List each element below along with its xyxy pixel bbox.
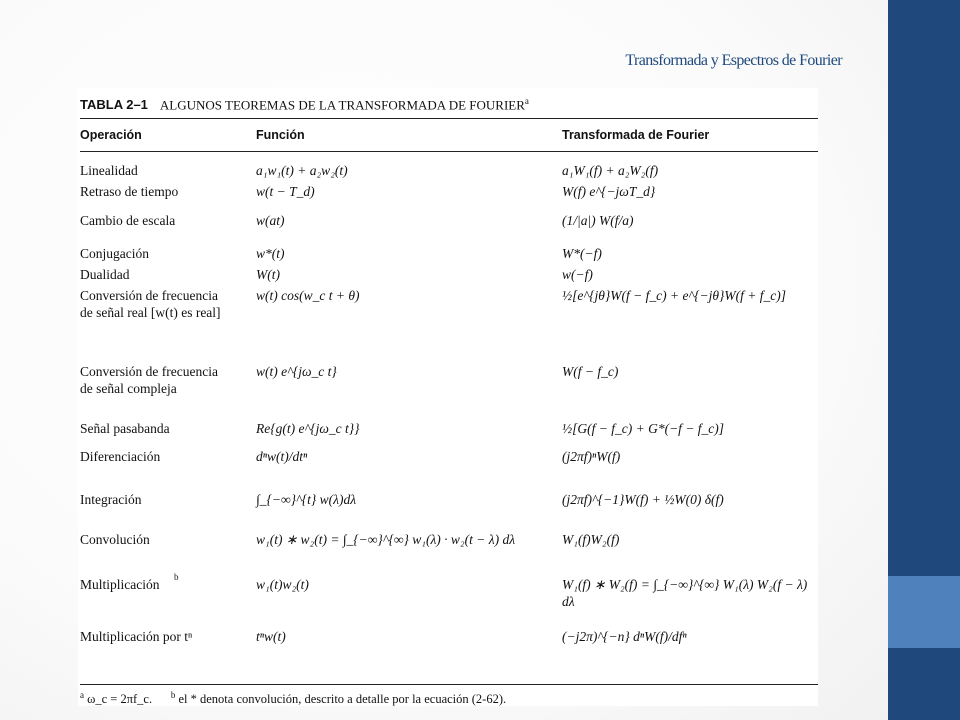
- table-footnotes: $^a$ ω_c = 2πf_c. $^b$ el * denota convolución, descrito a detalle por la ecuación (2-62).: [80, 690, 507, 707]
- footnote-a: ω_c = 2πf_c.: [87, 692, 153, 707]
- row-operation: Multiplicación por tⁿ: [80, 629, 193, 644]
- row-transform: ½[e^{jθ}W(f − f_c) + e^{−jθ}W(f + f_c)]: [562, 288, 787, 303]
- row-transform: (−j2π)^{−n} dⁿW(f)/dfⁿ: [562, 629, 687, 644]
- row-function: a₁w₁(t) + a₂w₂(t): [256, 163, 348, 178]
- header-transformada: Transformada de Fourier: [562, 128, 710, 142]
- row-operation: Multiplicación: [80, 577, 160, 592]
- table-caption-text: ALGUNOS TEOREMAS DE LA TRANSFORMADA DE FOURIER: [159, 97, 525, 113]
- row-operation: Conversión de frecuencia de señal real [w(t) es real]: [80, 288, 221, 320]
- row-function: w(t) cos(w_c t + θ): [256, 288, 360, 303]
- row-transform: ½[G(f − f_c) + G*(−f − f_c)]: [562, 421, 725, 436]
- table-number: TABLA 2–1: [80, 97, 148, 113]
- header-funcion: Función: [256, 128, 305, 142]
- row-transform: a₁W₁(f) + a₂W₂(f): [562, 163, 659, 178]
- row-function: w(t − T_d): [256, 184, 315, 199]
- row-operation: Convolución: [80, 532, 150, 547]
- row-operation: Retraso de tiempo: [80, 184, 179, 199]
- row-operation: Cambio de escala: [80, 213, 176, 228]
- row-transform: (j2πf)^{−1}W(f) + ½W(0) δ(f): [562, 492, 724, 507]
- row-function: w₁(t)w₂(t): [256, 577, 309, 592]
- bottom-rule: [80, 684, 818, 685]
- row-operation: Conjugación: [80, 246, 149, 261]
- top-rule: [80, 118, 818, 119]
- row-function: w(at): [256, 213, 285, 228]
- row-operation-note: b: [174, 572, 179, 582]
- row-transform: (j2πf)ⁿW(f): [562, 449, 621, 464]
- row-function: Re{g(t) e^{jω_c t}}: [256, 421, 360, 436]
- header-operacion: Operación: [80, 128, 142, 142]
- row-function: dⁿw(t)/dtⁿ: [256, 449, 308, 464]
- side-bar-accent: [888, 576, 960, 648]
- row-transform: W*(−f): [562, 246, 602, 261]
- row-operation: Integración: [80, 492, 142, 507]
- row-operation: Señal pasabanda: [80, 421, 170, 436]
- row-transform: W₁(f)W₂(f): [562, 532, 620, 547]
- row-operation: Linealidad: [80, 163, 138, 178]
- table-caption: [80, 96, 529, 113]
- row-function: w(t) e^{jω_c t}: [256, 364, 337, 379]
- footnote-b: el * denota convolución, descrito a detalle por la ecuación (2-62).: [178, 692, 507, 707]
- row-function: W(t): [256, 267, 280, 282]
- slide-title: Transformada y Espectros de Fourier: [625, 52, 842, 69]
- row-transform: (1/|a|) W(f/a): [562, 213, 634, 228]
- row-operation: Dualidad: [80, 267, 130, 282]
- header-rule: [80, 151, 818, 152]
- row-function: w*(t): [256, 246, 285, 261]
- row-transform: w(−f): [562, 267, 593, 282]
- row-function: tⁿw(t): [256, 629, 286, 644]
- row-transform: W₁(f) ∗ W₂(f) = ∫_{−∞}^{∞} W₁(λ) W₂(f − λ) dλ: [562, 577, 808, 609]
- row-transform: W(f − f_c): [562, 364, 619, 379]
- row-operation: Diferenciación: [80, 449, 161, 464]
- table-caption-note: a: [524, 96, 529, 106]
- table-scan: [78, 88, 818, 706]
- row-transform: W(f) e^{−jωT_d}: [562, 184, 656, 199]
- row-operation: Conversión de frecuencia de señal compleja: [80, 364, 218, 396]
- row-function: w₁(t) ∗ w₂(t) = ∫_{−∞}^{∞} w₁(λ) · w₂(t − λ) dλ: [256, 532, 516, 547]
- row-function: ∫_{−∞}^{t} w(λ)dλ: [256, 492, 357, 507]
